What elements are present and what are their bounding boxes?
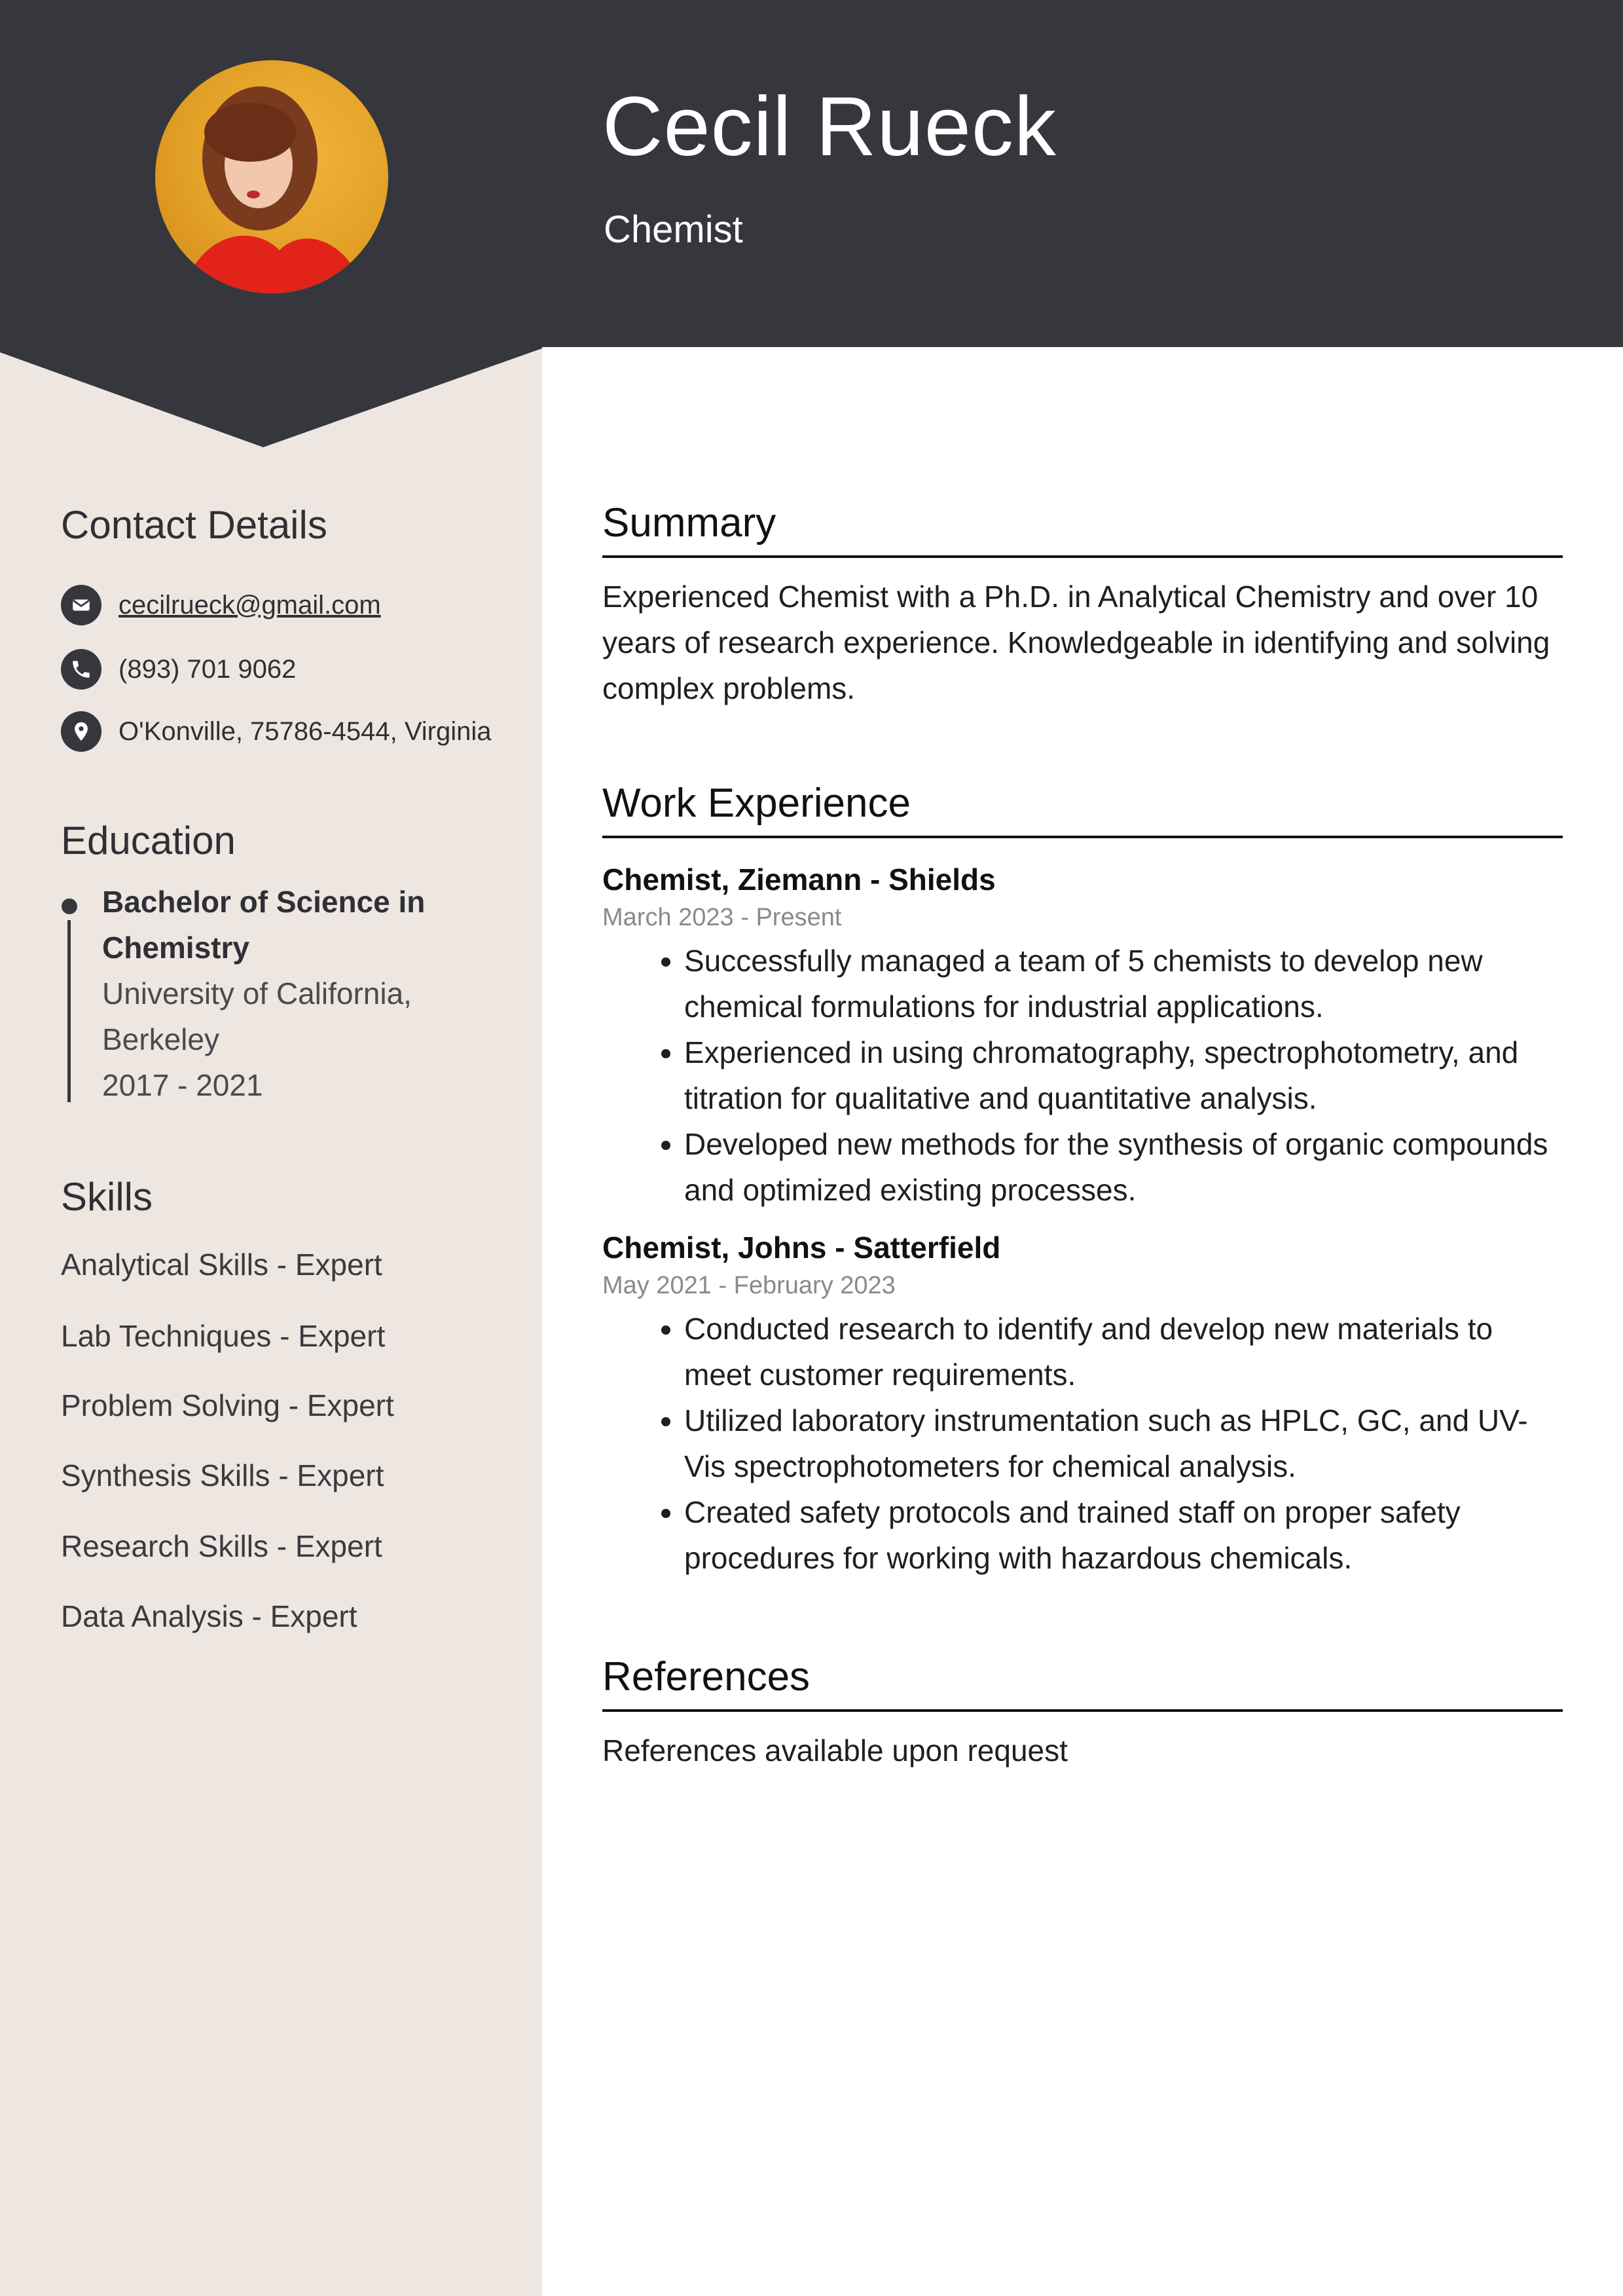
job-title: Chemist, Ziemann - Shields	[602, 862, 996, 897]
skill-item: Lab Techniques - Expert	[61, 1319, 386, 1353]
job-entry	[602, 864, 1563, 1213]
contact-heading: Contact Details	[61, 503, 327, 547]
school-line-1: University of California,	[102, 976, 412, 1010]
job-title: Chemist, Johns - Satterfield	[602, 1231, 1001, 1265]
references-text: References available upon request	[602, 1733, 1068, 1768]
skill-item: Synthesis Skills - Expert	[61, 1458, 384, 1492]
references-section	[602, 1654, 1563, 1773]
contact-email-row	[61, 585, 381, 625]
work-heading: Work Experience	[602, 783, 1563, 838]
education-entry	[102, 879, 508, 1108]
degree-line-1: Bachelor of Science in	[102, 885, 426, 919]
job-entry	[602, 1232, 1563, 1581]
degree-line-2: Chemistry	[102, 931, 249, 965]
skill-item: Data Analysis - Expert	[61, 1599, 357, 1633]
phone-number: (893) 701 9062	[119, 654, 297, 684]
email-link[interactable]: cecilrueck@gmail.com	[119, 590, 381, 620]
address: O'Konville, 75786-4544, Virginia	[119, 716, 492, 746]
location-pin-icon	[61, 711, 101, 752]
skills-heading: Skills	[61, 1175, 153, 1219]
phone-icon	[61, 649, 101, 690]
envelope-icon	[61, 585, 101, 625]
job-bullet: • Developed new methods for the synthesis of organic compounds and optimized existing processes.	[684, 1121, 1563, 1213]
summary-section	[602, 500, 1563, 711]
education-heading: Education	[61, 819, 236, 862]
work-section	[602, 783, 1563, 1581]
job-bullets	[602, 938, 1563, 1213]
skill-item: Analytical Skills - Expert	[61, 1248, 382, 1282]
profile-photo	[155, 60, 388, 293]
candidate-title: Chemist	[604, 208, 743, 251]
job-bullet: • Successfully managed a team of 5 chemists to develop new chemical formulations for industrial applications.	[684, 938, 1563, 1029]
timeline-line	[67, 920, 71, 1102]
references-heading: References	[602, 1657, 1563, 1712]
summary-text	[602, 574, 1563, 711]
summary-line: years of research experience. Knowledgeable in identifying and solving	[602, 625, 1550, 659]
job-bullet: • Conducted research to identify and develop new materials to meet customer requirements.	[684, 1306, 1563, 1398]
header-chevron	[0, 346, 542, 447]
job-bullet: • Created safety protocols and trained staff on proper safety procedures for working with hazardous chemicals.	[684, 1489, 1563, 1581]
timeline-dot	[62, 898, 77, 914]
contact-phone-row	[61, 649, 296, 690]
school-line-2: Berkeley	[102, 1022, 219, 1056]
skill-item: Research Skills - Expert	[61, 1529, 382, 1563]
summary-heading: Summary	[602, 503, 1563, 558]
job-dates: March 2023 - Present	[602, 904, 842, 931]
job-bullet: • Experienced in using chromatography, spectrophotometry, and titration for qualitative and quantitative analysis.	[684, 1029, 1563, 1121]
contact-address-row	[61, 711, 492, 752]
candidate-name: Cecil Rueck	[602, 80, 1057, 174]
job-bullets	[602, 1306, 1563, 1581]
job-dates: May 2021 - February 2023	[602, 1272, 896, 1299]
summary-line: Experienced Chemist with a Ph.D. in Analytical Chemistry and over 10	[602, 580, 1539, 614]
skill-item: Problem Solving - Expert	[61, 1388, 394, 1422]
education-years: 2017 - 2021	[102, 1068, 263, 1102]
summary-line: complex problems.	[602, 671, 856, 705]
job-bullet: • Utilized laboratory instrumentation such as HPLC, GC, and UV-Vis spectrophotometers for chemical analysis.	[684, 1398, 1563, 1489]
